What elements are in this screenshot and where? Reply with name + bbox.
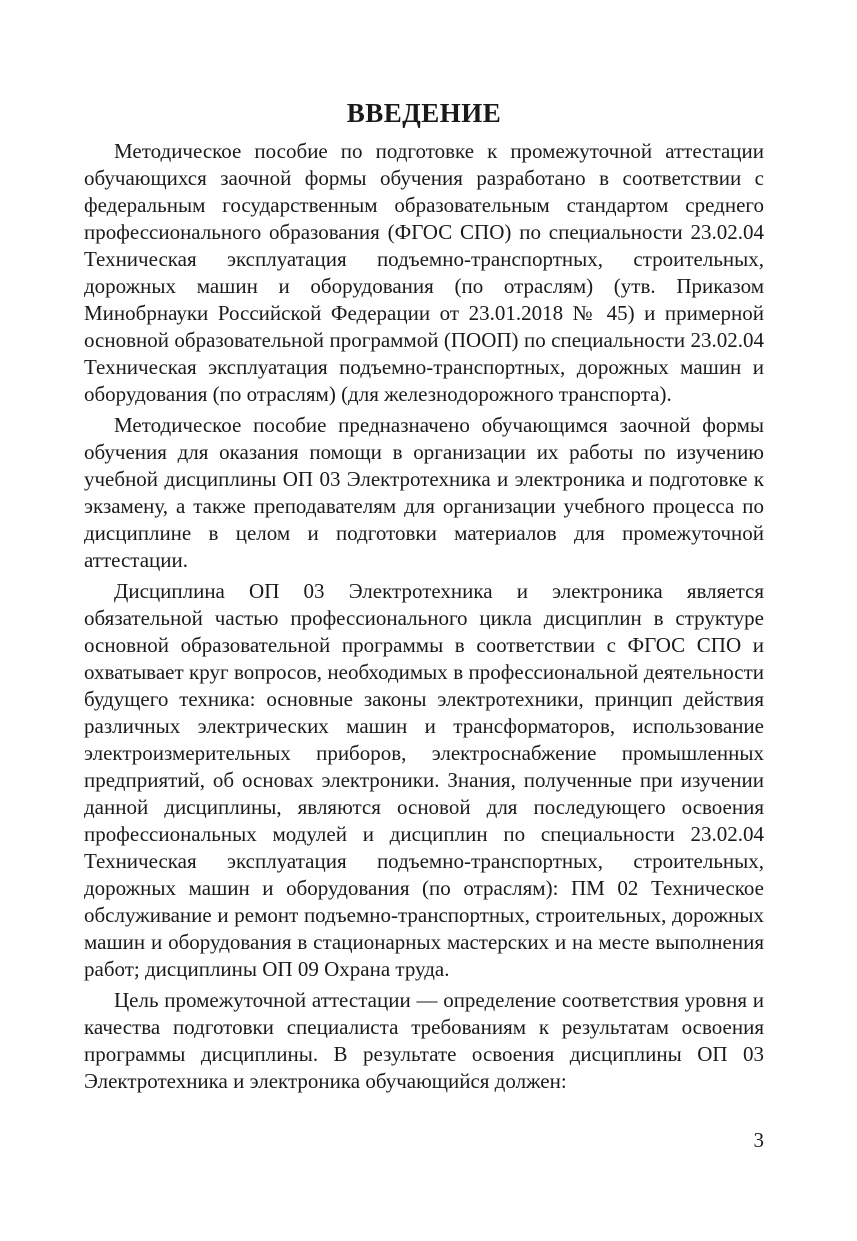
document-page bbox=[84, 96, 764, 1099]
paragraph-4: Цель промежуточной аттестации — определение соответствия уровня и качества подготовки специалиста требованиям к результатам освоения программы дисциплины. В результате освоения дисциплины ОП 03 Электротехника и электроника обучающийся должен: bbox=[84, 988, 764, 1093]
paragraph-2: Методическое пособие предназначено обучающимся заочной формы обучения для оказания помощи в организации их работы по изучению учебной дисциплины ОП 03 Электротехника и электроника и подготовке к экзамену, а также преподавателям для организации учебного процесса по дисциплине в целом и подготовки материалов для промежуточной аттестации. bbox=[84, 413, 764, 572]
page-number: 3 bbox=[753, 1128, 764, 1152]
paragraph-1: Методическое пособие по подготовке к промежуточной аттестации обучающихся заочной формы обучения разработано в соответствии с федеральным государственным образовательным стандартом среднего профессионального образования (ФГОС СПО) по специальности 23.02.04 Техническая эксплуатация подъемно-транспортных, строительных, дорожных машин и оборудования (по отраслям) (утв. Приказом Минобрнауки Российской Федерации от 23.01.2018 № 45) и примерной основной образовательной программой (ПООП) по специальности 23.02.04 Техническая эксплуатация подъемно-транспортных, дорожных машин и оборудования (по отраслям) (для железнодорожного транспорта). bbox=[84, 139, 764, 406]
paragraph-3: Дисциплина ОП 03 Электротехника и электроника является обязательной частью профессионального цикла дисциплин в структуре основной образовательной программы в соответствии с ФГОС СПО и охватывает круг вопросов, необходимых в профессиональной деятельности будущего техника: основные законы электротехники, принцип действия различных электрических машин и трансформаторов, использование электроизмерительных приборов, электроснабжение промышленных предприятий, об основах электроники. Знания, полученные при изучении данной дисциплины, являются основой для последующего освоения профессиональных модулей и дисциплин по специальности 23.02.04 Техническая эксплуатация подъемно-транспортных, строительных, дорожных машин и оборудования (по отраслям): ПМ 02 Техническое обслуживание и ремонт подъемно-транспортных, строительных, дорожных машин и оборудования в стационарных мастерских и на месте выполнения работ; дисциплины ОП 09 Охрана труда. bbox=[84, 579, 764, 981]
section-title: ВВЕДЕНИЕ bbox=[346, 98, 502, 128]
